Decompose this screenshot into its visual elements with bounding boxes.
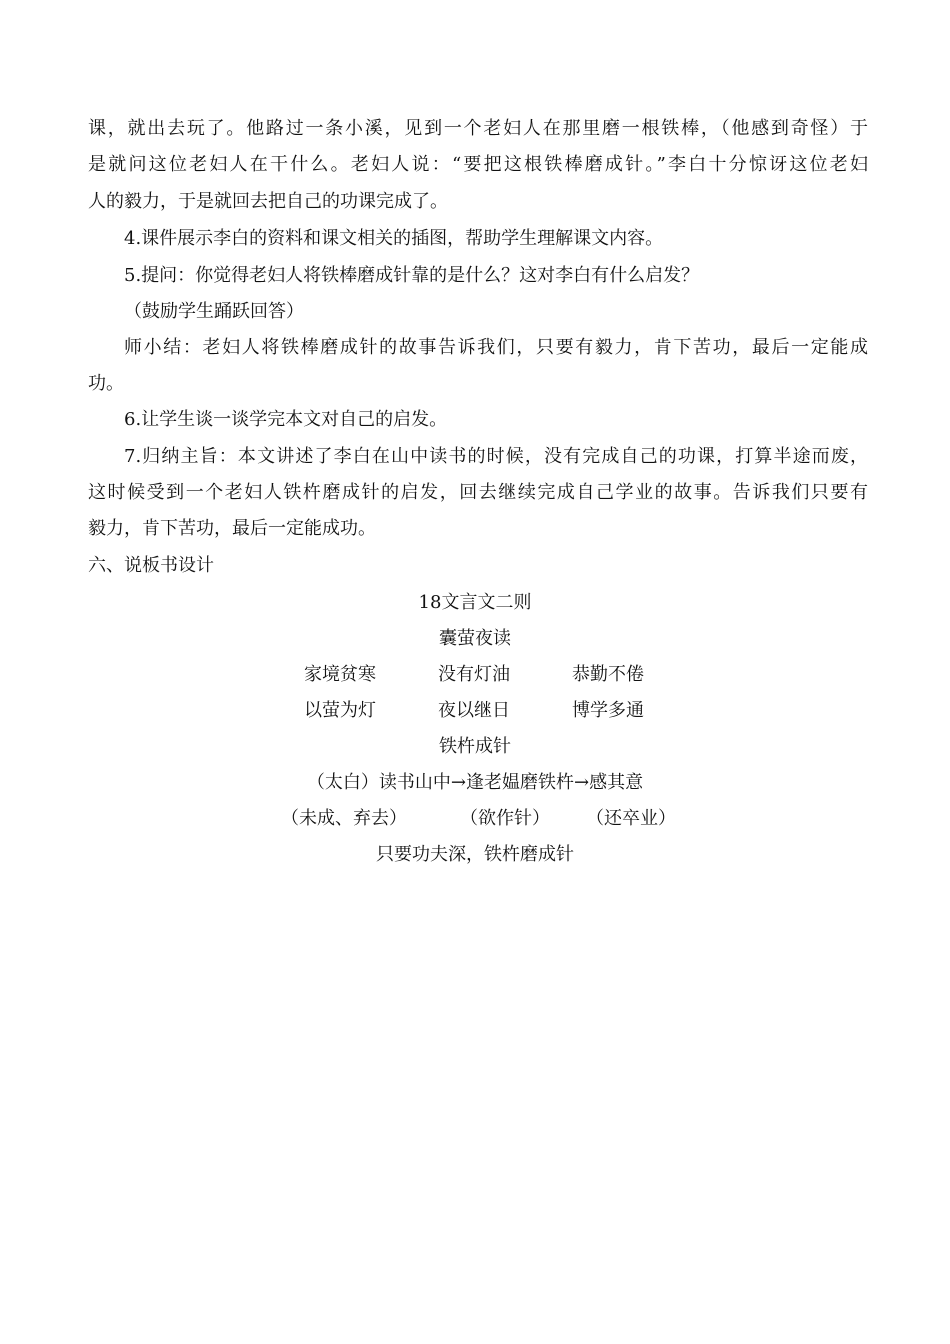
paragraph-step-7-line-1: 7.归纳主旨：本文讲述了李白在山中读书的时候，没有完成自己的功课，打算半途而废， [124,446,868,467]
board-note-2: （欲作针） [460,808,550,829]
paragraph-step-4: 4.课件展示李白的资料和课文相关的插图，帮助学生理解课文内容。 [124,228,664,249]
paragraph-step-7-line-2: 这时候受到一个老妇人铁杵磨成针的启发，回去继续完成自己学业的故事。告诉我们只要有 [88,482,868,503]
board-row-2-cell-3: 博学多通 [572,700,644,721]
section-heading: 六、说板书设计 [88,555,214,576]
paragraph-step-6: 6.让学生谈一谈学完本文对自己的启发。 [124,409,448,430]
board-moral: 只要功夫深，铁杵磨成针 [376,844,574,865]
paragraph-1-line-1: 课，就出去玩了。他路过一条小溪，见到一个老妇人在那里磨一根铁棒，（他感到奇怪）于 [88,118,868,139]
board-row-2-cell-2: 夜以继日 [438,700,510,721]
board-row-1-cell-3: 恭勤不倦 [572,664,644,685]
paragraph-1-line-2: 是就问这位老妇人在干什么。老妇人说：“要把这根铁棒磨成针。”李白十分惊讶这位老妇 [88,154,868,175]
board-row-1-cell-1: 家境贫寒 [304,664,376,685]
board-row-1-cell-2: 没有灯油 [438,664,510,685]
paragraph-step-5-question: 5.提问：你觉得老妇人将铁棒磨成针靠的是什么？这对李白有什么启发？ [124,265,700,286]
board-story-1-title: 囊萤夜读 [439,628,511,649]
paragraph-1-line-3: 人的毅力，于是就回去把自己的功课完成了。 [88,191,448,212]
board-flow-line: （太白）读书山中→逢老媪磨铁杵→感其意 [306,772,644,793]
paragraph-summary-line-2: 功。 [88,373,124,394]
board-story-2-title: 铁杵成针 [439,736,511,757]
paragraph-step-7-line-3: 毅力，肯下苦功，最后一定能成功。 [88,518,376,539]
board-note-1: （未成、弃去） [281,808,407,829]
board-title: 18文言文二则 [418,592,532,613]
paragraph-step-5-note: （鼓励学生踊跃回答） [124,301,304,322]
board-row-2-cell-1: 以萤为灯 [304,700,376,721]
paragraph-summary-line-1: 师小结：老妇人将铁棒磨成针的故事告诉我们，只要有毅力，肯下苦功，最后一定能成 [124,337,868,358]
board-note-3: （还卒业） [586,808,676,829]
